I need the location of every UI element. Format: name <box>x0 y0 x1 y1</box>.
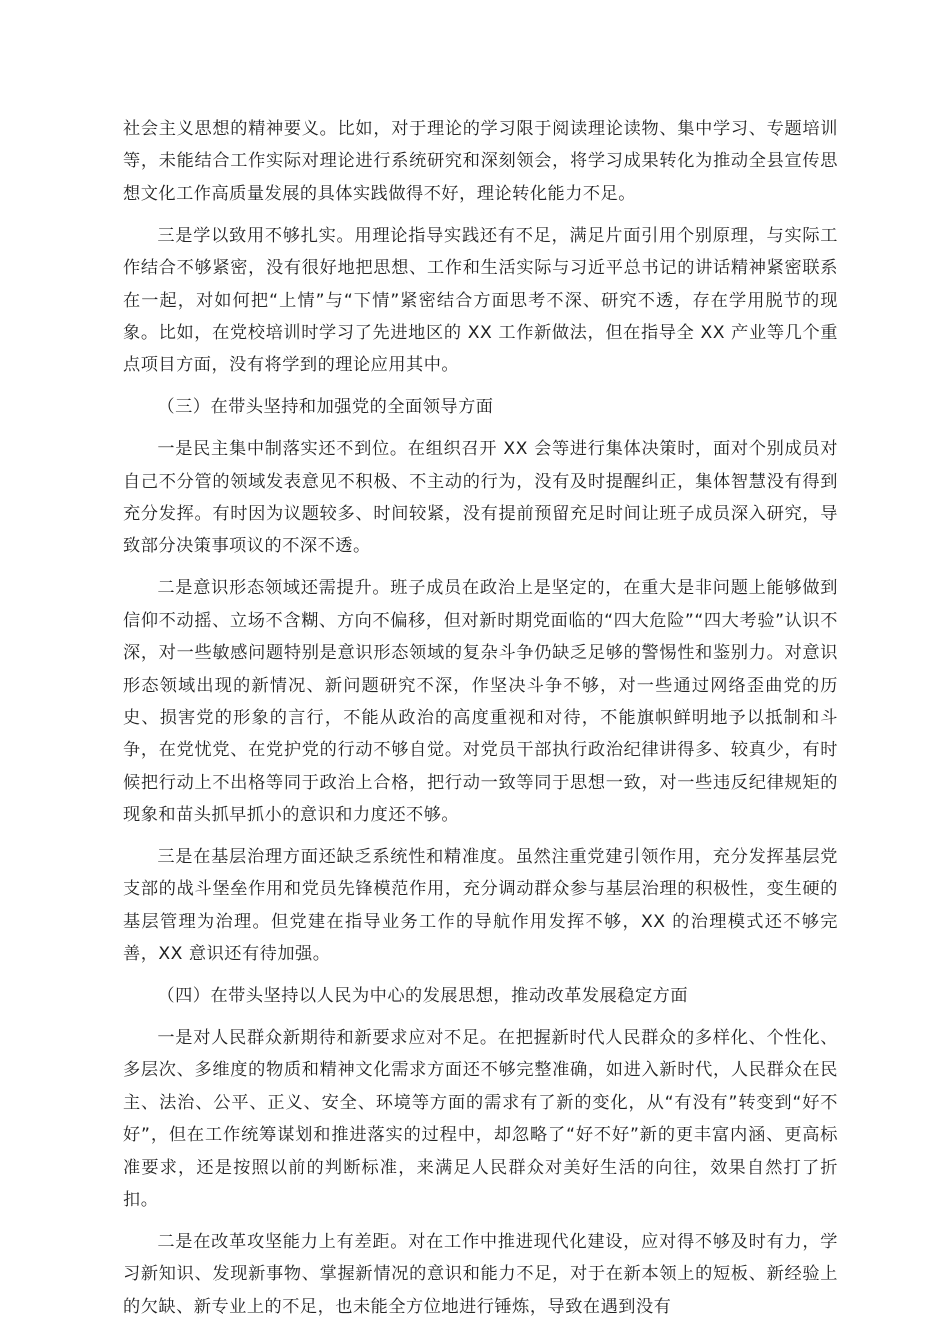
section-heading-4: （四）在带头坚持以人民为中心的发展思想，推动改革发展稳定方面 <box>157 986 689 1007</box>
paragraph-study-application: 三是学以致用不够扎实。用理论指导实践还有不足，满足片面引用个别原理，与实际工作结合不够紧密，没有很好地把思想、工作和生活实际与习近平总书记的讲话精神紧密联系在一起，对如何把“上情”与“下情”紧密结合方面思考不深、研究不透，存在学用脱节的现象。比如，在党校培训时学习了先进地区的 XX 工作新做法，但在指导全 XX 产业等几个重点项目方面，没有将学到的理论应用其中。 <box>123 225 838 376</box>
paragraph-grassroots-governance: 三是在基层治理方面还缺乏系统性和精准度。虽然注重党建引领作用，充分发挥基层党支部的战斗堡垒作用和党员先锋模范作用，充分调动群众参与基层治理的积极性，变生硬的基层管理为治理。但党建在指导业务工作的导航作用发挥不够，XX 的治理模式还不够完善，XX 意识还有待加强。 <box>123 847 838 965</box>
paragraph-ideology: 二是意识形态领域还需提升。班子成员在政治上是坚定的，在重大是非问题上能够做到信仰不动摇、立场不含糊、方向不偏移，但对新时期党面临的“四大危险”“四大考验”认识不深，对一些敏感问题特别是意识形态领域的复杂斗争仍缺乏足够的警惕性和鉴别力。对意识形态领域出现的新情况、新问题研究不深，作坚决斗争不够，对一些通过网络歪曲党的历史、损害党的形象的言行，不能从政治的高度重视和对待，不能旗帜鲜明地予以抵制和斗争，在党忧党、在党护党的行动不够自觉。对党员干部执行政治纪律讲得多、较真少，有时候把行动上不出格等同于政治上合格，把行动一致等同于思想一致，对一些违反纪律规矩的现象和苗头抓早抓小的意识和力度还不够。 <box>123 578 838 826</box>
paragraph-reform-ability: 二是在改革攻坚能力上有差距。对在工作中推进现代化建设，应对得不够及时有力，学习新知识、发现新事物、掌握新情况的意识和能力不足，对于在新本领上的短板、新经验上的欠缺、新专业上的不足，也未能全方位地进行锤炼，导致在遇到没有 <box>123 1232 838 1317</box>
paragraph-democratic-centralism: 一是民主集中制落实还不到位。在组织召开 XX 会等进行集体决策时，面对个别成员对自己不分管的领域发表意见不积极、不主动的行为，没有及时提醒纠正，集体智慧没有得到充分发挥。有时因为议题较多、时间较紧，没有提前预留充足时间让班子成员深入研究，导致部分决策事项议的不深不透。 <box>123 439 838 557</box>
paragraph-people-expectations: 一是对人民群众新期待和新要求应对不足。在把握新时代人民群众的多样化、个性化、多层次、多维度的物质和精神文化需求方面还不够完整准确，如进入新时代，人民群众在民主、法治、公平、正义、安全、环境等方面的需求有了新的变化，从“有没有”转变到“好不好”，但在工作统筹谋划和推进落实的过程中，却忽略了“好不好”新的更丰富内涵、更高标准要求，还是按照以前的判断标准，来满足人民群众对美好生活的向往，效果自然打了折扣。 <box>123 1028 838 1211</box>
section-heading-3: （三）在带头坚持和加强党的全面领导方面 <box>157 397 494 418</box>
document-body <box>123 113 838 1333</box>
paragraph-continuation: 社会主义思想的精神要义。比如，对于理论的学习限于阅读理论读物、集中学习、专题培训等，未能结合工作实际对理论进行系统研究和深刻领会，将学习成果转化为推动全县宣传思想文化工作高质量发展的具体实践做得不好，理论转化能力不足。 <box>123 119 838 204</box>
